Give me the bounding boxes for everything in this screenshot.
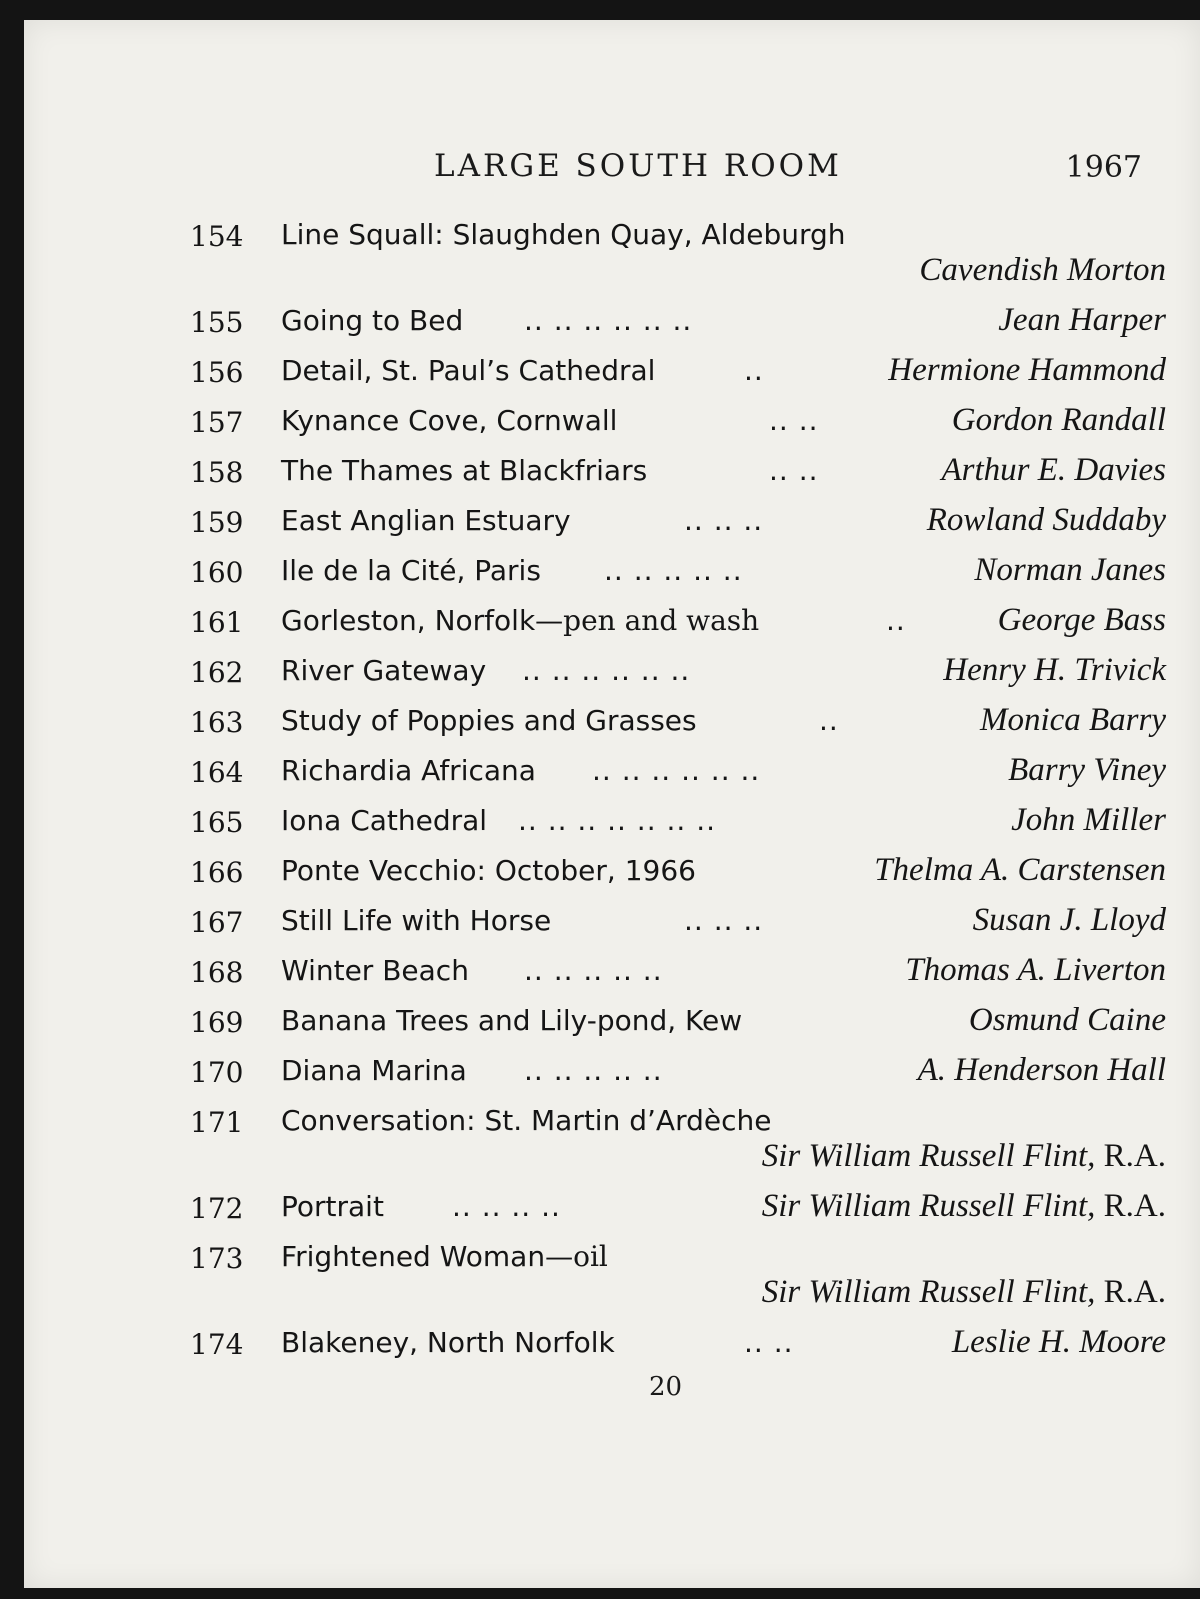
entry-line xyxy=(24,552,1200,596)
dot-leader: .. .. .. xyxy=(684,504,764,537)
dot-leader: .. .. .. .. .. .. xyxy=(522,654,691,687)
entry-medium: —pen and wash xyxy=(535,604,760,637)
entry-artist xyxy=(762,1274,1166,1311)
dot-leader: .. .. .. .. xyxy=(452,1190,561,1223)
entry-artist xyxy=(762,1188,1166,1225)
entry-number: 160 xyxy=(190,556,244,589)
entry-number: 163 xyxy=(190,706,244,739)
entry-artist xyxy=(762,1138,1166,1175)
entry-title: River Gateway xyxy=(281,654,487,687)
entry-title-text: Gorleston, Norfolk xyxy=(281,604,536,637)
dot-leader: .. .. .. .. .. xyxy=(524,954,663,987)
entry-title: Going to Bed xyxy=(281,304,464,337)
entry-line xyxy=(24,402,1200,446)
entry-artist: Barry Viney xyxy=(1008,752,1166,788)
entry-artist: John Miller xyxy=(1011,802,1166,838)
entry-number: 161 xyxy=(190,606,244,639)
entry-artist: A. Henderson Hall xyxy=(917,1052,1166,1088)
room-title: LARGE SOUTH ROOM xyxy=(434,148,842,184)
entry-line xyxy=(24,352,1200,396)
entry-number: 159 xyxy=(190,506,244,539)
entry-number: 158 xyxy=(190,456,244,489)
entry-number: 154 xyxy=(190,220,244,253)
entry-number: 164 xyxy=(190,756,244,789)
entry-artist: Rowland Suddaby xyxy=(926,502,1166,538)
entry-title: Banana Trees and Lily-pond, Kew xyxy=(281,1004,743,1037)
entry-line xyxy=(24,502,1200,546)
entry-title-text: Frightened Woman xyxy=(281,1240,546,1273)
entry-number: 167 xyxy=(190,906,244,939)
entry-title: East Anglian Estuary xyxy=(281,504,571,537)
catalogue-year: 1967 xyxy=(1065,150,1142,185)
dot-leader: .. .. .. .. .. .. xyxy=(592,754,761,787)
page-number: 20 xyxy=(649,1372,683,1402)
entry-title: Ile de la Cité, Paris xyxy=(281,554,541,587)
artist-honour: R.A. xyxy=(1095,1138,1166,1174)
entry-line xyxy=(24,952,1200,996)
entry-number: 168 xyxy=(190,956,244,989)
dot-leader: .. xyxy=(886,604,906,637)
dot-leader: .. .. .. .. .. .. .. xyxy=(518,804,717,837)
artist-honour: R.A. xyxy=(1095,1274,1166,1310)
dot-leader: .. .. xyxy=(769,454,819,487)
entry-artist: Gordon Randall xyxy=(951,402,1166,438)
entry-title: Richardia Africana xyxy=(281,754,536,787)
entry-title: Portrait xyxy=(281,1190,384,1223)
entry-line xyxy=(24,1188,1200,1232)
entry-line xyxy=(24,1002,1200,1046)
entry-title: Kynance Cove, Cornwall xyxy=(281,404,618,437)
entry-artist: Thomas A. Liverton xyxy=(905,952,1166,988)
artist-name: Sir William Russell Flint, xyxy=(761,1188,1096,1224)
dot-leader: .. xyxy=(744,354,764,387)
entry-artist-line xyxy=(24,1274,1200,1318)
dot-leader: .. .. xyxy=(744,1326,794,1359)
artist-honour: R.A. xyxy=(1095,1188,1166,1224)
entry-artist: George Bass xyxy=(997,602,1166,638)
entry-number: 170 xyxy=(190,1056,244,1089)
entry-title: Iona Cathedral xyxy=(281,804,488,837)
dot-leader: .. .. .. xyxy=(684,904,764,937)
entry-number: 157 xyxy=(190,406,244,439)
entry-number: 172 xyxy=(190,1192,244,1225)
entry-line xyxy=(24,452,1200,496)
entry-line xyxy=(24,852,1200,896)
dot-leader: .. .. .. .. .. xyxy=(524,1054,663,1087)
entry-artist: Monica Barry xyxy=(979,702,1166,738)
entry-number: 162 xyxy=(190,656,244,689)
entry-line xyxy=(24,902,1200,946)
dot-leader: .. .. xyxy=(769,404,819,437)
entry-artist: Osmund Caine xyxy=(968,1002,1166,1038)
entry-title xyxy=(281,604,759,637)
entry-title: Detail, St. Paul’s Cathedral xyxy=(281,354,656,387)
entry-line xyxy=(24,1324,1200,1368)
entry-number: 171 xyxy=(190,1106,244,1139)
entry-title: Winter Beach xyxy=(281,954,469,987)
entry-medium: —oil xyxy=(545,1240,608,1273)
entry-artist: Susan J. Lloyd xyxy=(972,902,1166,938)
entry-artist: Jean Harper xyxy=(998,302,1166,338)
entry-number: 155 xyxy=(190,306,244,339)
entry-line xyxy=(24,602,1200,646)
entry-line xyxy=(24,302,1200,346)
entry-title: Still Life with Horse xyxy=(281,904,552,937)
entry-number: 169 xyxy=(190,1006,244,1039)
dot-leader: .. .. .. .. .. xyxy=(604,554,743,587)
entry-number: 156 xyxy=(190,356,244,389)
entry-artist-line xyxy=(24,252,1200,296)
entry-title: Ponte Vecchio: October, 1966 xyxy=(281,854,696,887)
entry-title: Study of Poppies and Grasses xyxy=(281,704,697,737)
entry-artist: Arthur E. Davies xyxy=(941,452,1166,488)
entry-title: Diana Marina xyxy=(281,1054,467,1087)
entry-artist: Leslie H. Moore xyxy=(951,1324,1166,1360)
entry-number: 166 xyxy=(190,856,244,889)
entry-title: Line Squall: Slaughden Quay, Aldeburgh xyxy=(281,218,846,251)
entry-artist: Norman Janes xyxy=(974,552,1166,588)
entry-artist: Cavendish Morton xyxy=(919,252,1166,288)
entry-title: Conversation: St. Martin d’Ardèche xyxy=(281,1104,772,1137)
artist-name: Sir William Russell Flint, xyxy=(761,1274,1096,1310)
entry-artist: Thelma A. Carstensen xyxy=(874,852,1166,888)
artist-name: Sir William Russell Flint, xyxy=(761,1138,1096,1174)
entry-line xyxy=(24,802,1200,846)
entry-line xyxy=(24,652,1200,696)
entry-line xyxy=(24,702,1200,746)
dot-leader: .. xyxy=(819,704,839,737)
catalogue-entries xyxy=(24,20,1200,1588)
entry-number: 174 xyxy=(190,1328,244,1361)
entry-title xyxy=(281,1240,608,1273)
entry-number: 173 xyxy=(190,1242,244,1275)
entry-line xyxy=(24,1052,1200,1096)
entry-title: Blakeney, North Norfolk xyxy=(281,1326,615,1359)
entry-line xyxy=(24,752,1200,796)
entry-number: 165 xyxy=(190,806,244,839)
entry-artist-line xyxy=(24,1138,1200,1182)
entry-artist: Hermione Hammond xyxy=(888,352,1166,388)
catalogue-page xyxy=(24,20,1200,1588)
entry-title: The Thames at Blackfriars xyxy=(281,454,648,487)
entry-artist: Henry H. Trivick xyxy=(943,652,1166,688)
dot-leader: .. .. .. .. .. .. xyxy=(524,304,693,337)
